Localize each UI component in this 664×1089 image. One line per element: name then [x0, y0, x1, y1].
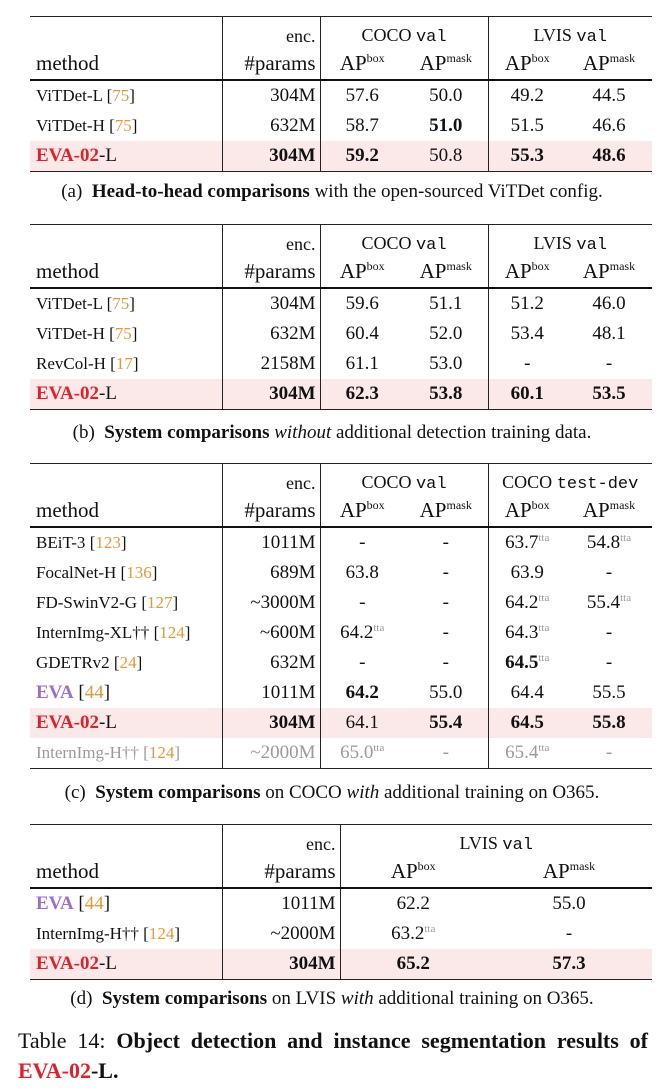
header-method: method: [30, 494, 222, 527]
method-cell: EVA-02-L: [30, 708, 222, 738]
header-method: method: [30, 255, 222, 288]
table-row: InternImg-XL†† [124] ~600M $64.2^{tta}$ - $64.3^{tta}$ -: [30, 618, 652, 648]
table-row: FocalNet-H [136] 689M 63.8 - 63.9 -: [30, 558, 652, 588]
header-params: #params: [222, 855, 340, 888]
header-group1: COCO val: [320, 225, 488, 256]
caption-b: (b) System comparisons without additional detection training data.: [72, 422, 592, 443]
method-cell: ViTDet-H [75]: [30, 319, 222, 349]
table-caption: Table 14: Object detection and instance segmentation results of EVA-02-L.: [18, 1028, 649, 1083]
header-apmask: $AP^{mask}$: [542, 858, 596, 883]
header-apbox: $AP^{box}$: [504, 50, 550, 75]
caption-a: (a) Head-to-head comparisons with the open-sourced ViTDet config.: [61, 181, 603, 202]
header-enc: enc.: [222, 225, 320, 256]
header-apbox: $AP^{box}$: [390, 858, 436, 883]
table-row: InternImg-H†† [124] ~2000M $63.2^{tta}$ -: [30, 919, 652, 949]
header-group2: COCO test-dev: [502, 472, 639, 494]
table-row-highlight: EVA-02-L 304M 64.1 55.4 64.5 55.8: [30, 708, 652, 738]
method-cell: RevCol-H [17]: [30, 349, 222, 379]
header-apbox: $AP^{box}$: [339, 497, 385, 522]
method-cell: EVA [44]: [30, 888, 222, 919]
table-row: ViTDet-L [75] 304M 57.6 50.0 49.2 44.5: [30, 80, 652, 111]
caption-c: (c) System comparisons on COCO with additional training on O365.: [64, 782, 600, 803]
header-apmask: $AP^{mask}$: [582, 497, 636, 522]
header-group1: COCO val: [320, 464, 488, 495]
header-apmask: $AP^{mask}$: [582, 258, 636, 283]
table-a: [30, 16, 652, 172]
table-row-highlight: EVA-02-L 304M 59.2 50.8 55.3 48.6: [30, 141, 652, 172]
table-c: [30, 463, 652, 769]
header-apbox: $AP^{box}$: [339, 258, 385, 283]
method-cell: EVA-02-L: [30, 141, 222, 172]
method-cell: EVA [44]: [30, 678, 222, 708]
header-group2: LVIS val: [533, 25, 607, 47]
header-apmask: $AP^{mask}$: [404, 47, 488, 80]
header-group2: LVIS val: [533, 233, 607, 255]
table-row-highlight: EVA-02-L 304M 65.2 57.3: [30, 949, 652, 980]
header-group1: COCO val: [320, 17, 488, 48]
table-row: ViTDet-L [75] 304M 59.6 51.1 51.2 46.0: [30, 288, 652, 319]
method-cell: InternImg-XL†† [124]: [30, 618, 222, 648]
header-apmask: $AP^{mask}$: [582, 50, 636, 75]
method-cell: InternImg-H†† [124]: [30, 738, 222, 769]
header-enc: enc.: [222, 825, 340, 856]
table-b: [30, 224, 652, 410]
method-cell: GDETRv2 [24]: [30, 648, 222, 678]
table-row: BEiT-3 [123] 1011M - - $63.7^{tta}$ $54.8^{tta}$: [30, 527, 652, 558]
table-d: [30, 824, 652, 980]
header-apbox: $AP^{box}$: [339, 50, 385, 75]
table-row: FD-SwinV2-G [127] ~3000M - - $64.2^{tta}$ $55.4^{tta}$: [30, 588, 652, 618]
header-params: #params: [222, 494, 320, 527]
caption-d: (d) System comparisons on LVIS with additional training on O365.: [70, 988, 594, 1009]
table-row: InternImg-H†† [124] ~2000M $65.0^{tta}$ - $65.4^{tta}$ -: [30, 738, 652, 769]
table-row: ViTDet-H [75] 632M 60.4 52.0 53.4 48.1: [30, 319, 652, 349]
method-cell: BEiT-3 [123]: [30, 527, 222, 558]
header-apbox: $AP^{box}$: [504, 497, 550, 522]
header-group1: LVIS val: [459, 833, 533, 855]
table-row: EVA [44] 1011M 62.2 55.0: [30, 888, 652, 919]
table-row: EVA [44] 1011M 64.2 55.0 64.4 55.5: [30, 678, 652, 708]
header-apmask: $AP^{mask}$: [404, 255, 488, 288]
header-params: #params: [222, 47, 320, 80]
method-cell: FocalNet-H [136]: [30, 558, 222, 588]
method-cell: ViTDet-H [75]: [30, 111, 222, 141]
method-cell: ViTDet-L [75]: [30, 288, 222, 319]
table-row: GDETRv2 [24] 632M - - $64.5^{tta}$ -: [30, 648, 652, 678]
table-row-highlight: EVA-02-L 304M 62.3 53.8 60.1 53.5: [30, 379, 652, 410]
header-method: method: [30, 855, 222, 888]
table-row: RevCol-H [17] 2158M 61.1 53.0 - -: [30, 349, 652, 379]
header-enc: enc.: [222, 17, 320, 48]
header-apmask: $AP^{mask}$: [404, 494, 488, 527]
header-method: method: [30, 47, 222, 80]
header-params: #params: [222, 255, 320, 288]
header-enc: enc.: [222, 464, 320, 495]
table-row: ViTDet-H [75] 632M 58.7 51.0 51.5 46.6: [30, 111, 652, 141]
method-cell: EVA-02-L: [30, 379, 222, 410]
method-cell: InternImg-H†† [124]: [30, 919, 222, 949]
method-cell: FD-SwinV2-G [127]: [30, 588, 222, 618]
header-apbox: $AP^{box}$: [504, 258, 550, 283]
method-cell: EVA-02-L: [30, 949, 222, 980]
method-cell: ViTDet-L [75]: [30, 80, 222, 111]
